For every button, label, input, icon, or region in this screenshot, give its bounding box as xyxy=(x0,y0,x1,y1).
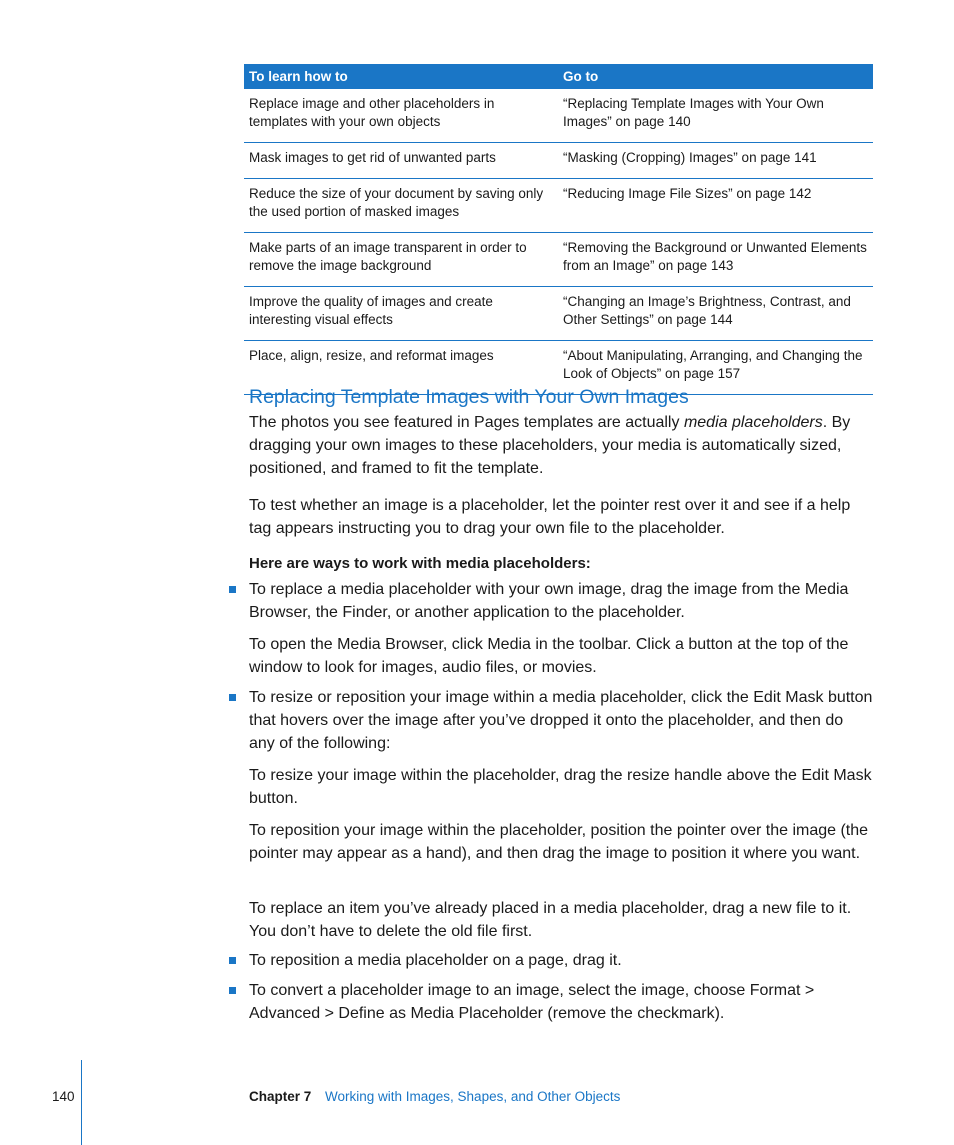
bullet-text: To replace a media placeholder with your own image, drag the image from the Media Browser, the Finder, or another application to the placeholder. xyxy=(249,581,849,621)
table-cell: Reduce the size of your document by saving only the used portion of masked images xyxy=(244,179,558,233)
table-row xyxy=(244,179,873,233)
bullet-subtext: To open the Media Browser, click Media in the toolbar. Click a button at the top of the window to look for images, audio files, or movies. xyxy=(249,636,849,676)
intro-paragraph xyxy=(249,411,873,480)
table-cell: Make parts of an image transparent in order to remove the image background xyxy=(244,233,558,287)
table-row xyxy=(244,287,873,341)
test-paragraph: To test whether an image is a placeholder, let the pointer rest over it and see if a help tag appears instructing you to drag your own file to the placeholder. xyxy=(249,497,851,537)
table-cell-link[interactable]: “About Manipulating, Arranging, and Changing the Look of Objects” on page 157 xyxy=(558,341,873,395)
table-row xyxy=(244,143,873,179)
table-row xyxy=(244,233,873,287)
footer-chapter-title[interactable]: Working with Images, Shapes, and Other Objects xyxy=(325,1089,621,1104)
page-number: 140 xyxy=(52,1089,75,1104)
table-cell: Place, align, resize, and reformat images xyxy=(244,341,558,395)
ways-heading: Here are ways to work with media placeholders: xyxy=(249,555,591,572)
section-heading: Replacing Template Images with Your Own Images xyxy=(249,386,689,408)
bullet-text: To reposition a media placeholder on a page, drag it. xyxy=(249,952,622,969)
bullet-subtext: To replace an item you’ve already placed in a media placeholder, drag a new file to it. You don’t have to delete the old file first. xyxy=(249,900,852,940)
table-header: To learn how to xyxy=(244,64,558,89)
bullet-marker xyxy=(229,586,236,593)
intro-text: The photos you see featured in Pages templates are actually xyxy=(249,414,684,431)
bullet-subtext: To reposition your image within the placeholder, position the pointer over the image (the pointer may appear as a hand), and then drag the image to position it where you want. xyxy=(249,822,869,862)
table-cell-link[interactable]: “Changing an Image’s Brightness, Contrast, and Other Settings” on page 144 xyxy=(558,287,873,341)
table-cell: Improve the quality of images and create interesting visual effects xyxy=(244,287,558,341)
bullet-text: To convert a placeholder image to an image, select the image, choose Format > Advanced > Define as Media Placeholder (remove the checkmark). xyxy=(249,982,815,1022)
table-cell-link[interactable]: “Replacing Template Images with Your Own Images” on page 140 xyxy=(558,89,873,143)
bullet-marker xyxy=(229,957,236,964)
table-row xyxy=(244,89,873,143)
footer-chapter: Chapter 7 xyxy=(249,1089,312,1104)
table-cell: Replace image and other placeholders in templates with your own objects xyxy=(244,89,558,143)
table-header-row xyxy=(244,64,873,89)
table-cell-link[interactable]: “Reducing Image File Sizes” on page 142 xyxy=(558,179,873,233)
intro-text-end: . By dragging your own images to these placeholders, your media is automatically sized, positioned, and framed to fit the template. xyxy=(249,414,851,477)
table-cell-link[interactable]: “Removing the Background or Unwanted Elements from an Image” on page 143 xyxy=(558,233,873,287)
footer-divider xyxy=(81,1060,82,1145)
bullet-marker xyxy=(229,987,236,994)
table-header: Go to xyxy=(558,64,873,89)
bullet-text: To resize or reposition your image within a media placeholder, click the Edit Mask button that hovers over the image after you’ve dropped it onto the placeholder, and then do any of the following: xyxy=(249,689,873,752)
bullet-marker xyxy=(229,694,236,701)
bullet-subtext: To resize your image within the placeholder, drag the resize handle above the Edit Mask button. xyxy=(249,767,872,807)
topic-table xyxy=(244,64,873,395)
table-cell-link[interactable]: “Masking (Cropping) Images” on page 141 xyxy=(558,143,873,179)
table-cell: Mask images to get rid of unwanted parts xyxy=(244,143,558,179)
intro-emphasis: media placeholders xyxy=(683,414,823,431)
